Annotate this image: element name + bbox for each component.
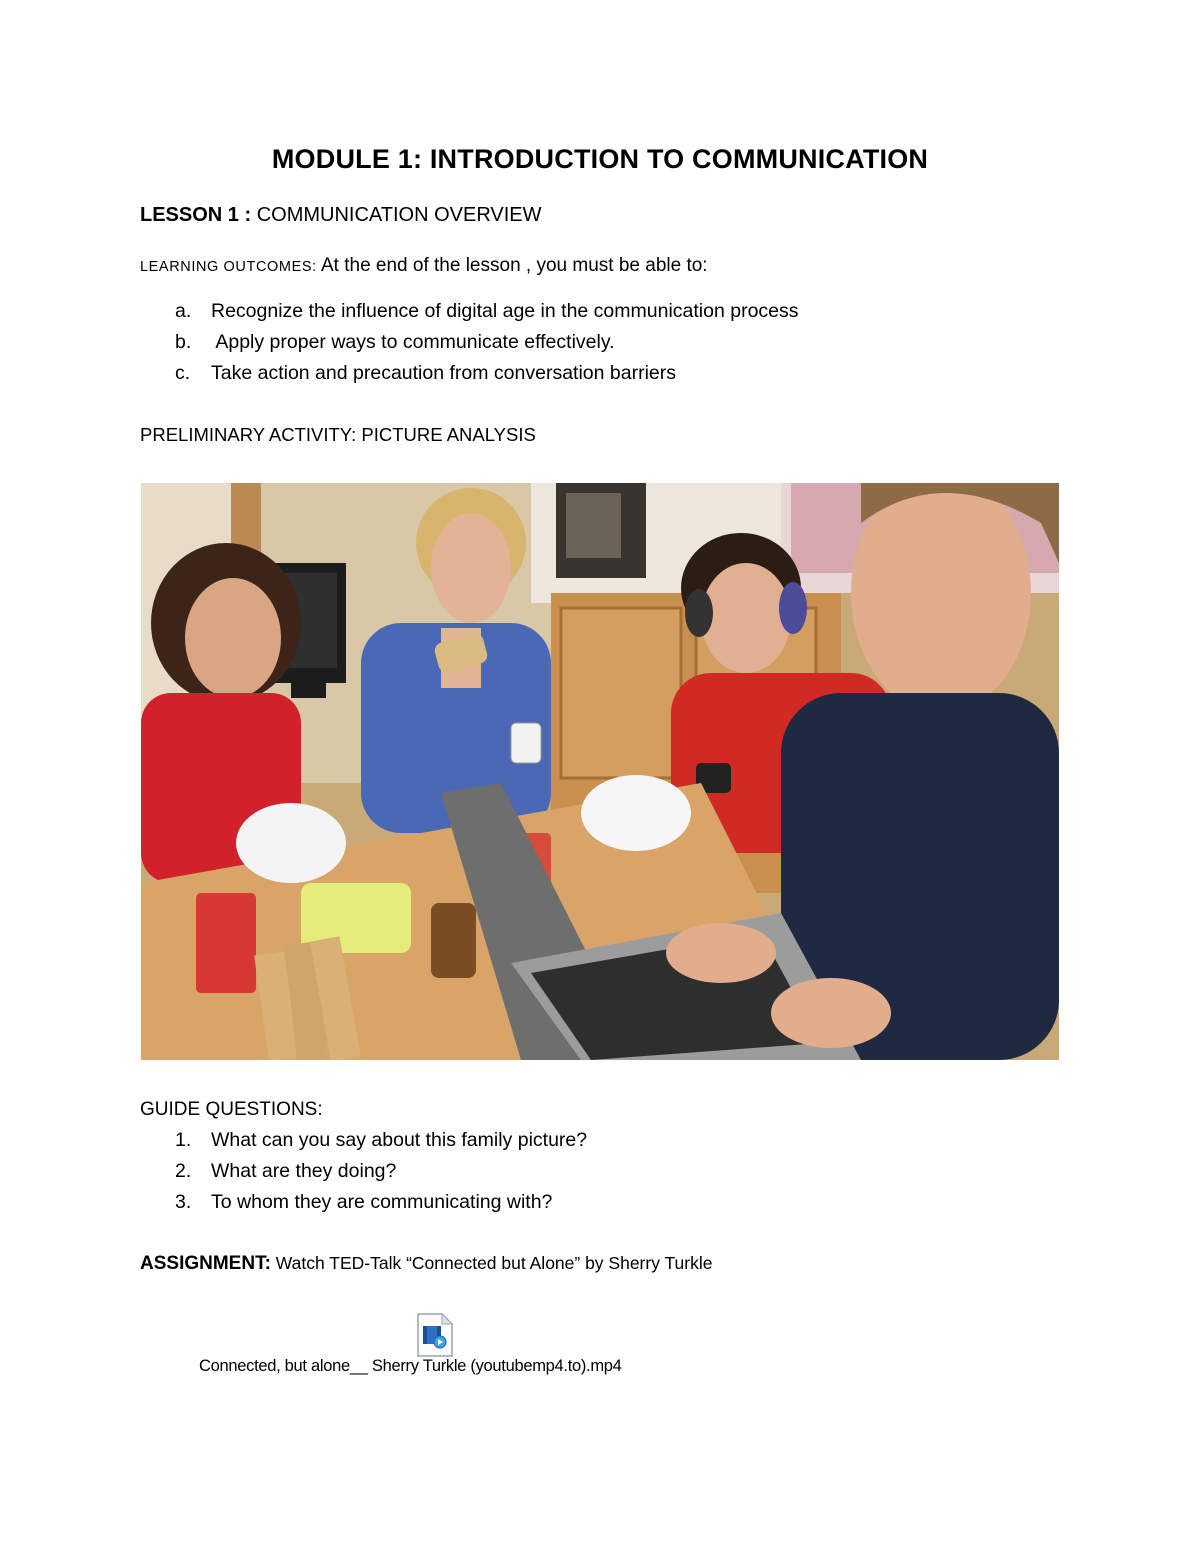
outcome-marker: a. <box>175 300 192 322</box>
assignment-label: ASSIGNMENT: <box>140 1253 271 1274</box>
lesson-heading <box>140 204 542 227</box>
question-item <box>175 1160 396 1183</box>
family-photo-illustration <box>141 483 1059 1060</box>
outcome-text: Recognize the influence of digital age in the communication process <box>211 300 799 322</box>
question-text: What can you say about this family picture? <box>211 1129 588 1151</box>
preliminary-activity-heading: PRELIMINARY ACTIVITY: PICTURE ANALYSIS <box>140 424 536 445</box>
family-photo <box>141 483 1059 1060</box>
guide-questions-heading: GUIDE QUESTIONS: <box>140 1099 323 1120</box>
outcome-item <box>175 300 799 323</box>
learning-outcomes-label: LEARNING OUTCOMES: <box>140 259 317 275</box>
question-item <box>175 1191 552 1214</box>
outcome-text: Apply proper ways to communicate effectively. <box>211 331 615 353</box>
question-text: To whom they are communicating with? <box>211 1191 553 1213</box>
module-title: MODULE 1: INTRODUCTION TO COMMUNICATION <box>271 144 929 174</box>
outcome-item <box>175 362 676 385</box>
assignment-line <box>140 1253 712 1275</box>
attachment-filename[interactable]: Connected, but alone__ Sherry Turkle (youtubemp4.to).mp4 <box>199 1357 622 1375</box>
assignment-text: Watch TED-Talk “Connected but Alone” by Sherry Turkle <box>270 1253 713 1273</box>
question-text: What are they doing? <box>211 1160 397 1182</box>
question-marker: 3. <box>175 1191 192 1213</box>
question-marker: 1. <box>175 1129 192 1151</box>
learning-outcomes-text: At the end of the lesson , you must be able to: <box>316 255 708 276</box>
learning-outcomes-intro <box>140 255 708 277</box>
question-item <box>175 1129 587 1152</box>
question-marker: 2. <box>175 1160 192 1182</box>
outcome-marker: c. <box>175 362 191 384</box>
lesson-label: LESSON 1 : <box>140 204 252 226</box>
lesson-text: COMMUNICATION OVERVIEW <box>251 204 542 226</box>
outcome-item <box>175 331 615 354</box>
outcome-text: Take action and precaution from conversation barriers <box>211 362 676 384</box>
video-file-icon[interactable] <box>414 1312 456 1358</box>
outcome-marker: b. <box>175 331 192 353</box>
